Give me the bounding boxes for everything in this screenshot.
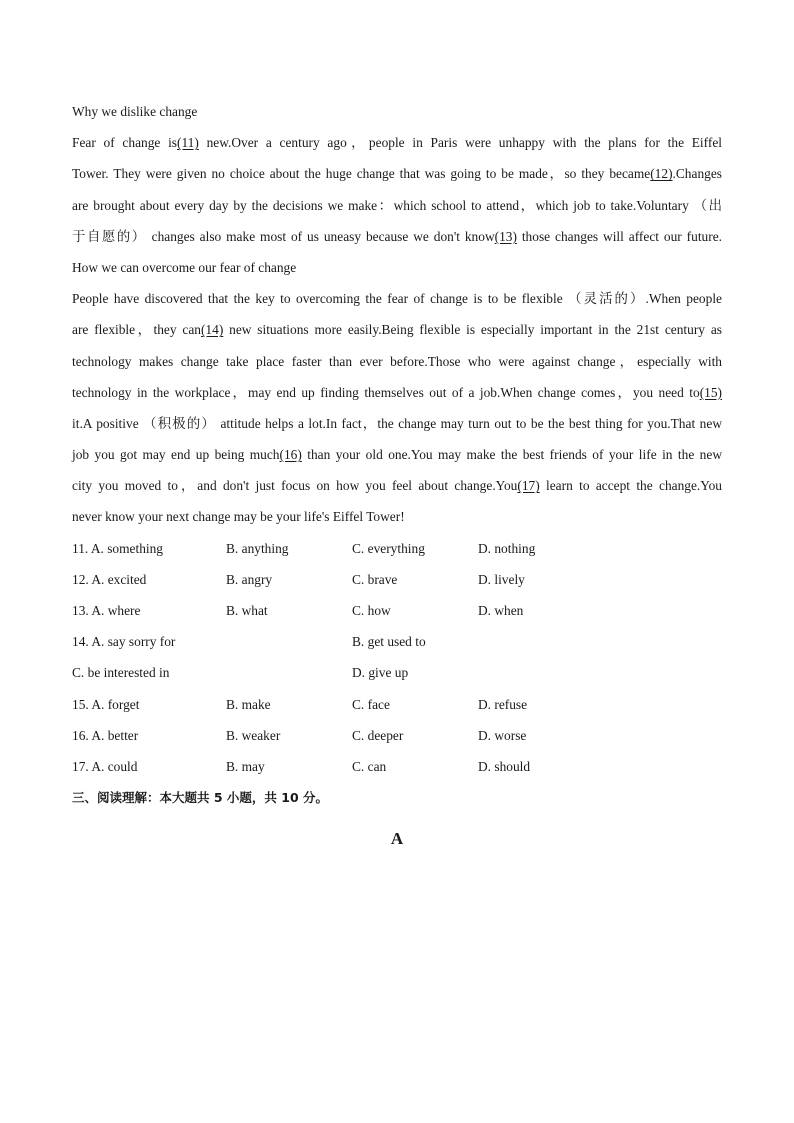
option-a: 11. A. something [72,540,164,556]
passage-line: never know your next change may be your life's Eiffel Tower! [72,509,405,525]
blank-17: (17) [517,478,540,494]
option-d: D. when [478,603,524,618]
passage-heading-2: How we can overcome our fear of change [72,259,297,275]
option-b: B. what [226,603,268,618]
option-c: C. be interested in [72,665,170,681]
passage-line: job you got may end up being much(16) than your old one.You may make the best friends of your life in the new [72,447,722,463]
option-d: D. nothing [478,540,536,556]
passage-heading-1: Why we dislike change [72,104,198,119]
option-c: C. face [352,696,390,712]
option-d: D. should [478,758,531,774]
blank-14: (14) [200,322,224,338]
question-14-options-row-2 [72,657,722,688]
option-a: 15. A. forget [72,696,140,712]
option-a: 13. A. where [72,603,141,618]
passage-line: are brought about every day by the decisions we make：which school to attend，which job to take.Voluntary （出 [72,197,722,213]
option-b: B. anything [226,540,289,556]
option-c: C. how [352,603,391,618]
passage-line: technology makes change take place faster than ever before.Those who were against change，especially with [72,353,722,369]
option-c: C. everything [352,540,425,556]
passage-line: it.A positive （积极的） attitude helps a lot.In fact，the change may turn out to be the best thing for you.That new [72,415,722,431]
question-14-options-row-1 [72,626,722,657]
question-13-options [72,595,722,626]
option-c: C. brave [352,571,398,587]
option-d: D. lively [478,571,525,587]
option-d: D. worse [478,727,527,743]
question-17-options [72,751,722,782]
passage-line: 于自愿的） changes also make most of us uneasy because we don't know(13) those changes will affect our future. [72,228,722,244]
blank-11: (11) [177,135,199,151]
option-b: B. weaker [226,727,281,743]
question-16-options [72,720,722,751]
passage-line: city you moved to，and don't just focus on how you feel about change.You(17) learn to accept the change.You [72,478,722,494]
passage-line: People have discovered that the key to overcoming the fear of change is to be flexible （灵活的）.When people [72,291,722,307]
blank-15: (15) [699,384,722,400]
option-d: D. refuse [478,696,528,712]
question-11-options [72,533,722,564]
question-15-options [72,689,722,720]
option-a: 14. A. say sorry for [72,634,176,650]
blank-16: (16) [279,447,302,463]
section-3-title: 三、阅读理解：本大题共 5 小题，共 10 分。 [72,790,329,806]
passage-line: are flexible，they can(14) new situations more easily.Being flexible is especially important in the 21st century as [72,322,722,338]
option-b: B. make [226,696,271,712]
part-label: A [390,829,404,849]
option-a: 12. A. excited [72,571,147,587]
option-b: B. get used to [352,634,426,650]
blank-12: (12) [650,166,673,182]
option-c: C. deeper [352,727,404,743]
passage-line: technology in the workplace，may end up finding themselves out of a job.When change comes，you need to(15) [72,384,722,400]
document-page [72,96,722,859]
option-b: B. angry [226,571,273,587]
passage-line: Tower. They were given no choice about the huge change that was going to be made，so they became(12).Changes [72,166,722,182]
option-d: D. give up [352,665,409,681]
option-b: B. may [226,758,265,774]
blank-13: (13) [494,228,517,244]
option-a: 16. A. better [72,727,139,743]
question-12-options [72,564,722,595]
passage-line: Fear of change is(11) new.Over a century ago，people in Paris were unhappy with the plans for the Eiffel [72,135,722,151]
option-a: 17. A. could [72,758,138,774]
option-c: C. can [352,758,387,774]
